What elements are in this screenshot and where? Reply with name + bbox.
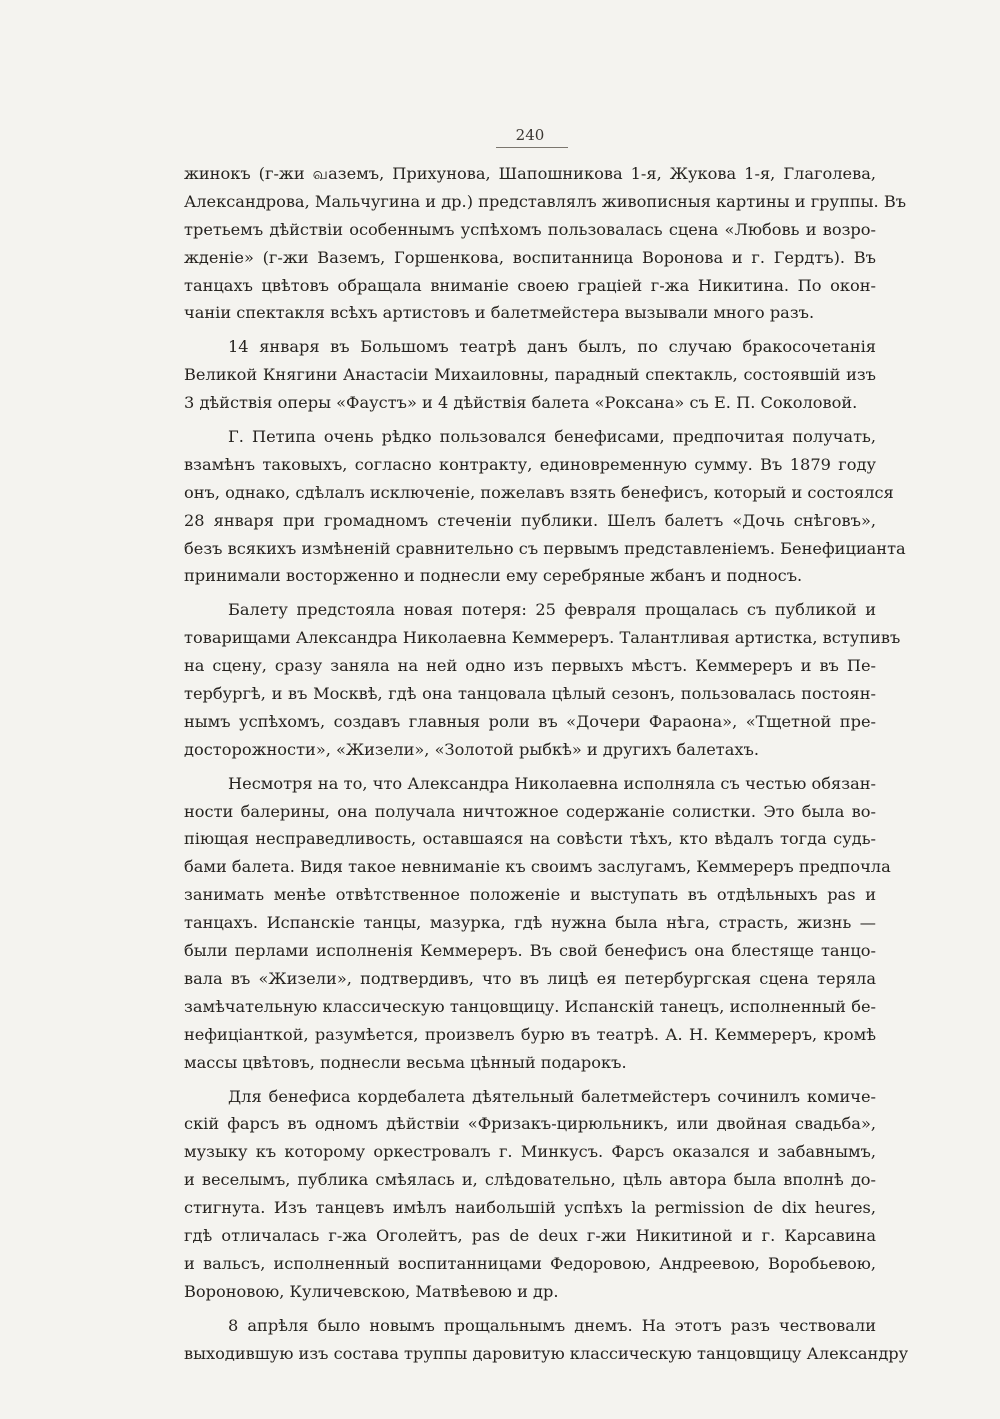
text-line: занимать менѣе отвѣтственное положеніе и выступать въ отдѣльныхъ pas и <box>184 885 876 905</box>
text-line: выходившую изъ состава труппы даровитую классическую танцовщицу Александру <box>184 1343 909 1363</box>
paragraph <box>184 333 876 417</box>
text-line: замѣчательную классическую танцовщицу. Испанскій танецъ, исполненный бе- <box>184 996 876 1016</box>
text-line: скій фарсъ въ одномъ дѣйствіи «Фризакъ-цирюльникъ, или двойная свадьба», <box>184 1114 876 1134</box>
text-line: массы цвѣтовъ, поднесли весьма цѣнный подарокъ. <box>184 1052 627 1072</box>
text-line: піющая несправедливость, оставшаяся на совѣсти тѣхъ, кто вѣдалъ тогда судь- <box>184 829 876 849</box>
text-line: Г. Петипа очень рѣдко пользовался бенефисами, предпочитая получать, <box>228 427 876 447</box>
text-line: 14 января въ Большомъ театрѣ данъ былъ, по случаю бракосочетанія <box>228 337 876 357</box>
text-line: Несмотря на то, что Александра Николаевна исполняла съ честью обязан- <box>228 773 876 793</box>
text-line: стигнута. Изъ танцевъ имѣлъ наибольшій успѣхъ la permission de dix heures, <box>184 1198 876 1218</box>
paragraph <box>184 1083 876 1306</box>
text-line: третьемъ дѣйствіи особеннымъ успѣхомъ пользовалась сцена «Любовь и возро- <box>184 219 876 239</box>
text-line: онъ, однако, сдѣлалъ исключеніе, пожелавъ взять бенефисъ, который и состоялся <box>184 482 894 502</box>
paragraph <box>184 160 907 327</box>
text-line: чаніи спектакля всѣхъ артистовъ и балетмейстера вызывали много разъ. <box>184 303 815 323</box>
text-line: на сцену, сразу заняла на ней одно изъ первыхъ мѣстъ. Кеммереръ и въ Пе- <box>184 656 876 676</box>
text-line: нымъ успѣхомъ, создавъ главныя роли въ «Дочери Фараона», «Тщетной пре- <box>184 711 876 731</box>
text-line: и вальсъ, исполненный воспитанницами Федоровою, Андреевою, Воробьевою, <box>184 1253 876 1273</box>
text-line: вала въ «Жизели», подтвердивъ, что въ лицѣ ея петербургская сцена теряла <box>184 968 876 988</box>
paragraph <box>184 1312 909 1368</box>
page-number: 240 <box>515 126 545 144</box>
text-line: Балету предстояла новая потеря: 25 февраля прощалась съ публикой и <box>228 600 876 620</box>
text-line: товарищами Александра Николаевна Кеммереръ. Талантливая артистка, вступивъ <box>184 628 901 648</box>
text-line: взамѣнъ таковыхъ, согласно контракту, единовременную сумму. Въ 1879 году <box>184 454 876 474</box>
text-line: танцахъ цвѣтовъ обращала вниманіе своею граціей г-жа Никитина. По окон- <box>184 275 876 295</box>
text-line: бами балета. Видя такое невниманіе къ своимъ заслугамъ, Кеммереръ предпочла <box>184 857 891 877</box>
text-line: были перлами исполненія Кеммереръ. Въ свой бенефисъ она блестяще танцо- <box>184 941 876 961</box>
text-line: Великой Княгини Анастасіи Михаиловны, парадный спектакль, состоявшій изъ <box>184 365 876 385</box>
paragraph <box>184 423 906 590</box>
text-line: Вороновою, Куличевскою, Матвѣевою и др. <box>184 1281 559 1301</box>
page-number-rule <box>496 147 568 148</box>
text-line: 3 дѣйствія оперы «Фаустъ» и 4 дѣйствія балета «Роксана» съ Е. П. Соколовой. <box>184 393 858 413</box>
body-text <box>184 160 909 1373</box>
paragraph <box>184 596 901 763</box>
text-line: тербургѣ, и въ Москвѣ, гдѣ она танцовала цѣлый сезонъ, пользовалась постоян- <box>184 684 876 704</box>
text-line: Для бенефиса кордебалета дѣятельный балетмейстеръ сочинилъ комиче- <box>228 1086 876 1106</box>
text-line: и веселымъ, публика смѣялась и, слѣдовательно, цѣль автора была вполнѣ до- <box>184 1170 876 1190</box>
text-line: 28 января при громадномъ стеченіи публики. Шелъ балетъ «Дочь снѣговъ», <box>184 510 876 530</box>
text-line: ности балерины, она получала ничтожное содержаніе солистки. Это была во- <box>184 801 876 821</box>
text-line: досторожности», «Жизели», «Золотой рыбкѣ» и другихъ балетахъ. <box>184 739 759 759</box>
text-line: гдѣ отличалась г-жа Оголейтъ, pas de deux г-жи Никитиной и г. Карсавина <box>184 1225 876 1245</box>
text-line: Александрова, Мальчугина и др.) представлялъ живописныя картины и группы. Въ <box>184 191 907 211</box>
text-line: музыку къ которому оркестровалъ г. Минкусъ. Фарсъ оказался и забавнымъ, <box>184 1142 876 1162</box>
text-line: нефиціанткой, разумѣется, произвелъ бурю въ театрѣ. А. Н. Кеммереръ, кромѣ <box>184 1024 876 1044</box>
text-line: принимали восторженно и поднесли ему серебряные жбанъ и подносъ. <box>184 566 803 586</box>
text-line: танцахъ. Испанскіе танцы, мазурка, гдѣ нужна была нѣга, страсть, жизнь — <box>184 913 876 933</box>
text-line: безъ всякихъ измѣненій сравнительно съ первымъ представленіемъ. Бенефицианта <box>184 538 906 558</box>
text-line: жинокъ (г-жи வаземъ, Прихунова, Шапошникова 1-я, Жукова 1-я, Глаголева, <box>184 164 876 183</box>
text-line: жденіе» (г-жи Вaземъ, Горшенкова, воспитанница Воронова и г. Гердтъ). Въ <box>184 247 876 267</box>
paragraph <box>184 770 891 1077</box>
text-line: 8 апрѣля было новымъ прощальнымъ днемъ. На этотъ разъ чествовали <box>228 1315 876 1335</box>
